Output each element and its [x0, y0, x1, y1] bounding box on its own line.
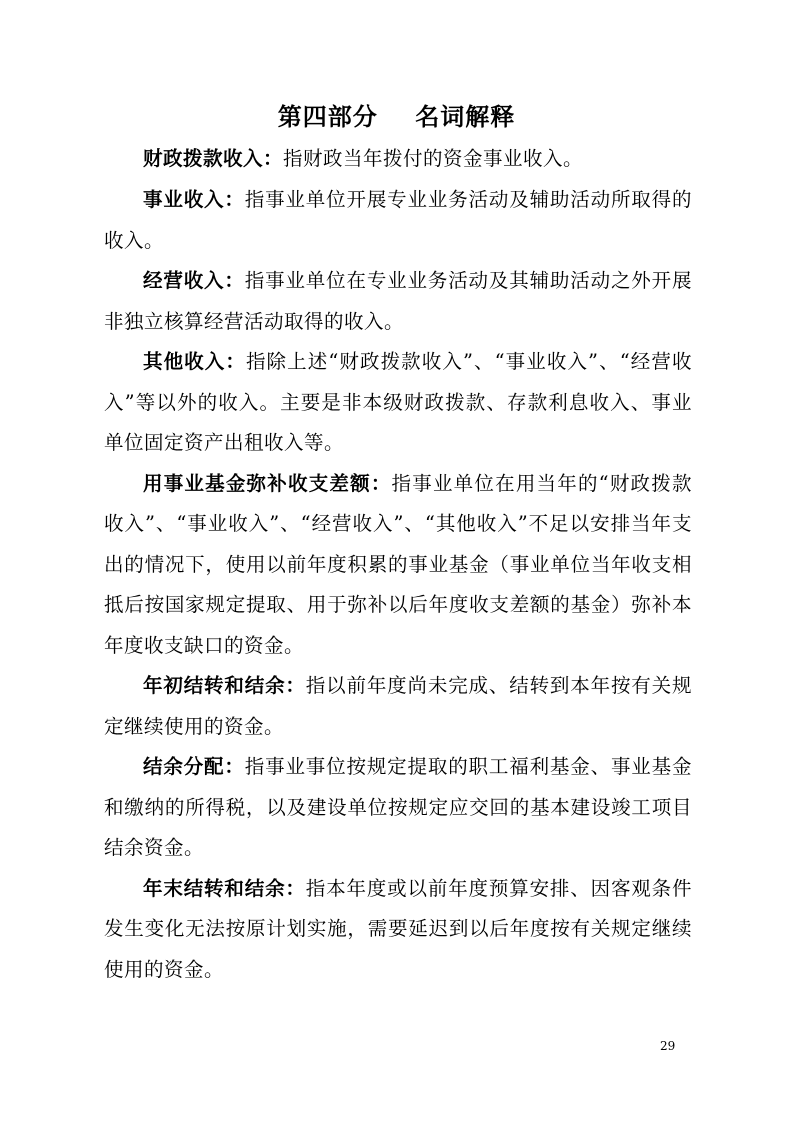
glossary-term: 年初结转和结余	[143, 674, 286, 697]
glossary-definition: 指事业单位在专业业务活动及其辅助活动之外开展非独立核算经营活动取得的收入。	[104, 269, 692, 333]
glossary-term: 结余分配	[143, 755, 225, 778]
glossary-term: 财政拨款收入	[143, 147, 264, 170]
glossary-definition: 指以前年度尚未完成、结转到本年按有关规定继续使用的资金。	[104, 674, 692, 738]
glossary-term: 事业收入	[143, 188, 225, 211]
glossary-separator: ：	[224, 269, 245, 292]
glossary-definition: 指事业单位在用当年的“财政拨款收入”、“事业收入”、“经营收入”、“其他收入”不足以安排当年支出的情况下，使用以前年度积累的事业基金（事业单位当年收支相抵后按国家规定提取、用于弥补以后年度收支差额的基金）弥补本年度收支缺口的资金。	[104, 471, 692, 657]
glossary-definition: 指事业单位开展专业业务活动及辅助活动所取得的收入。	[104, 188, 692, 252]
glossary-entry-business-fund-offset	[104, 464, 692, 667]
page-title: 第四部分 名词解释	[277, 102, 516, 131]
glossary-term: 年末结转和结余	[143, 876, 286, 900]
glossary-separator: ：	[370, 471, 392, 495]
glossary-separator: ：	[263, 147, 284, 170]
glossary-entry-operating-income	[104, 261, 692, 342]
glossary-separator: ：	[285, 674, 306, 697]
glossary-definition: 指财政当年拨付的资金事业收入。	[283, 147, 584, 170]
glossary-entry-surplus-distribution	[104, 747, 692, 869]
page-number: 29	[660, 1039, 676, 1053]
glossary-definition: 指事业事位按规定提取的职工福利基金、事业基金和缴纳的所得税，以及建设单位按规定应交回的基本建设竣工项目结余资金。	[104, 755, 692, 859]
glossary-entry-closing-carryover	[104, 869, 692, 991]
glossary-entry-other-income	[104, 342, 692, 464]
glossary-entry-opening-carryover	[104, 666, 692, 747]
glossary-entry-fiscal-appropriation-income	[104, 140, 692, 178]
glossary-separator: ：	[285, 876, 306, 900]
glossary-body	[104, 140, 692, 990]
glossary-definition: 指本年度或以前年度预算安排、因客观条件发生变化无法按原计划实施，需要延迟到以后年度按有关规定继续使用的资金。	[104, 876, 692, 981]
glossary-entry-business-income	[104, 180, 692, 261]
glossary-term: 其他收入	[143, 350, 226, 373]
glossary-definition: 指除上述“财政拨款收入”、“事业收入”、“经营收入”等以外的收入。主要是非本级财政拨款、存款利息收入、事业单位固定资产出租收入等。	[104, 350, 692, 454]
glossary-separator: ：	[224, 755, 245, 778]
glossary-separator: ：	[224, 188, 245, 211]
glossary-term: 经营收入	[143, 269, 225, 292]
glossary-separator: ：	[225, 350, 246, 373]
glossary-term: 用事业基金弥补收支差额	[143, 471, 371, 495]
